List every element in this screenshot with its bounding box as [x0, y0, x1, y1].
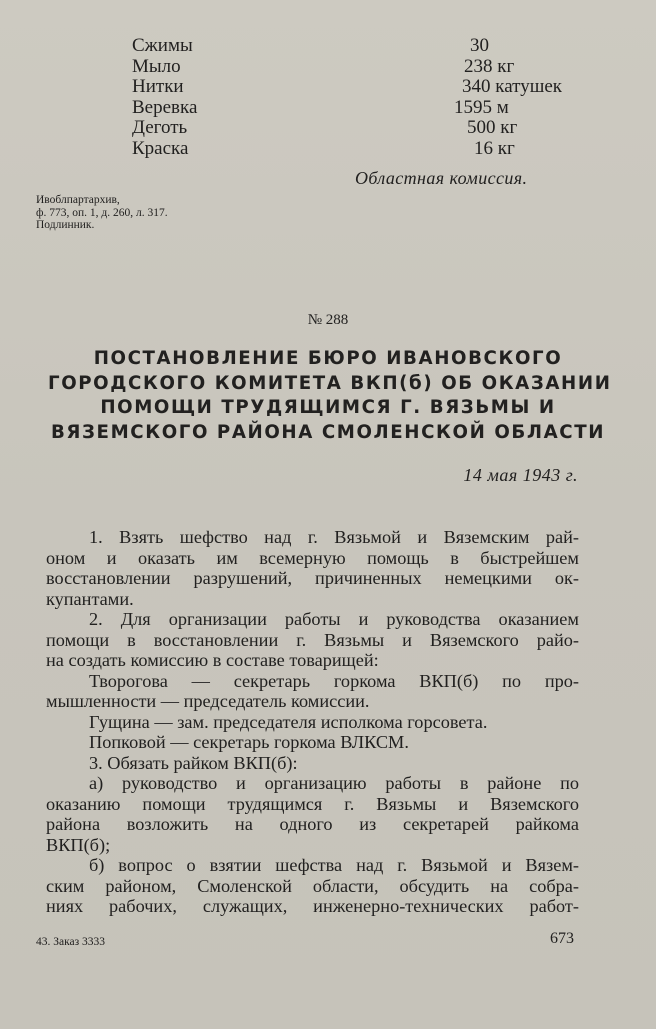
inventory-row — [132, 139, 592, 160]
body-line: а) руководство и организацию работы в районе по — [89, 773, 579, 793]
body-line: района возложить на одного из секретарей райкома — [46, 814, 579, 834]
inventory-row — [132, 98, 592, 119]
body-line: ским районом, Смоленской области, обсудить на собра- — [46, 875, 579, 896]
title-line: ВЯЗЕМСКОГО РАЙОНА СМОЛЕНСКОЙ ОБЛАСТИ — [50, 421, 606, 443]
page-number: 673 — [550, 930, 574, 947]
inventory-item: Веревка — [132, 96, 198, 118]
inventory-item: Нитки — [132, 76, 184, 97]
archive-line: Подлинник. — [36, 219, 95, 231]
archive-reference — [36, 194, 168, 232]
inventory-list — [132, 36, 592, 159]
print-order-note: 43. Заказ 3333 — [36, 936, 106, 948]
body-line: Творогова — секретарь горкома ВКП(б) по про- — [89, 670, 579, 691]
inventory-item: Краска — [132, 137, 189, 159]
inventory-quantity: 30 — [470, 35, 489, 56]
inventory-item: Мыло — [132, 55, 181, 77]
inventory-row — [132, 36, 592, 57]
inventory-quantity: 238 кг — [464, 55, 515, 77]
document-body — [46, 527, 579, 917]
title-line: ПОСТАНОВЛЕНИЕ БЮРО ИВАНОВСКОГО — [93, 348, 563, 369]
body-line: мышленности — председатель комиссии. — [46, 691, 370, 711]
body-line: 2. Для организации работы и руководства оказанием — [89, 609, 579, 629]
signature: Областная комиссия. — [355, 168, 528, 188]
archive-line: Ивоблпартархив, — [36, 194, 120, 206]
body-line: ниях рабочих, служащих, инженерно-технических работ- — [46, 896, 579, 916]
body-line: восстановлении разрушений, причиненных немецкими ок- — [46, 568, 579, 588]
body-line: 1. Взять шефство над г. Вязьмой и Вяземским рай- — [89, 527, 579, 547]
inventory-quantity: 1595 м — [454, 96, 509, 118]
body-line: оном и оказать им всемерную помощь в быстрейшем — [46, 547, 579, 568]
body-line: б) вопрос о взятии шефства над г. Вязьмой и Вязем- — [89, 855, 579, 875]
title-line: ПОМОЩИ ТРУДЯЩИМСЯ Г. ВЯЗЬМЫ И — [100, 397, 556, 418]
body-line: на создать комиссию в составе товарищей: — [46, 650, 379, 670]
inventory-quantity: 340 катушек — [462, 76, 562, 97]
body-line: оказанию помощи трудящимся г. Вязьмы и Вяземского — [46, 793, 579, 814]
inventory-row — [132, 57, 592, 78]
inventory-quantity: 500 кг — [467, 117, 518, 138]
document-date: 14 мая 1943 г. — [463, 465, 578, 485]
body-line: купантами. — [46, 588, 134, 609]
body-line: помощи в восстановлении г. Вязьмы и Вяземского райо- — [46, 629, 579, 650]
inventory-quantity: 16 кг — [474, 137, 515, 159]
inventory-item: Сжимы — [132, 35, 193, 56]
inventory-item: Деготь — [132, 117, 188, 138]
body-line: Гущина — зам. председателя исполкома горсовета. — [89, 711, 488, 732]
body-line: Попковой — секретарь горкома ВЛКСМ. — [89, 732, 409, 752]
inventory-row — [132, 118, 592, 139]
inventory-row — [132, 77, 592, 98]
document-number: № 288 — [307, 312, 349, 328]
archive-line: ф. 773, оп. 1, д. 260, л. 317. — [36, 206, 168, 219]
document-title — [48, 347, 612, 445]
title-line: ГОРОДСКОГО КОМИТЕТА ВКП(б) ОБ ОКАЗАНИИ — [48, 372, 612, 394]
body-line: ВКП(б); — [46, 834, 111, 855]
body-line: 3. Обязать райком ВКП(б): — [89, 752, 298, 773]
